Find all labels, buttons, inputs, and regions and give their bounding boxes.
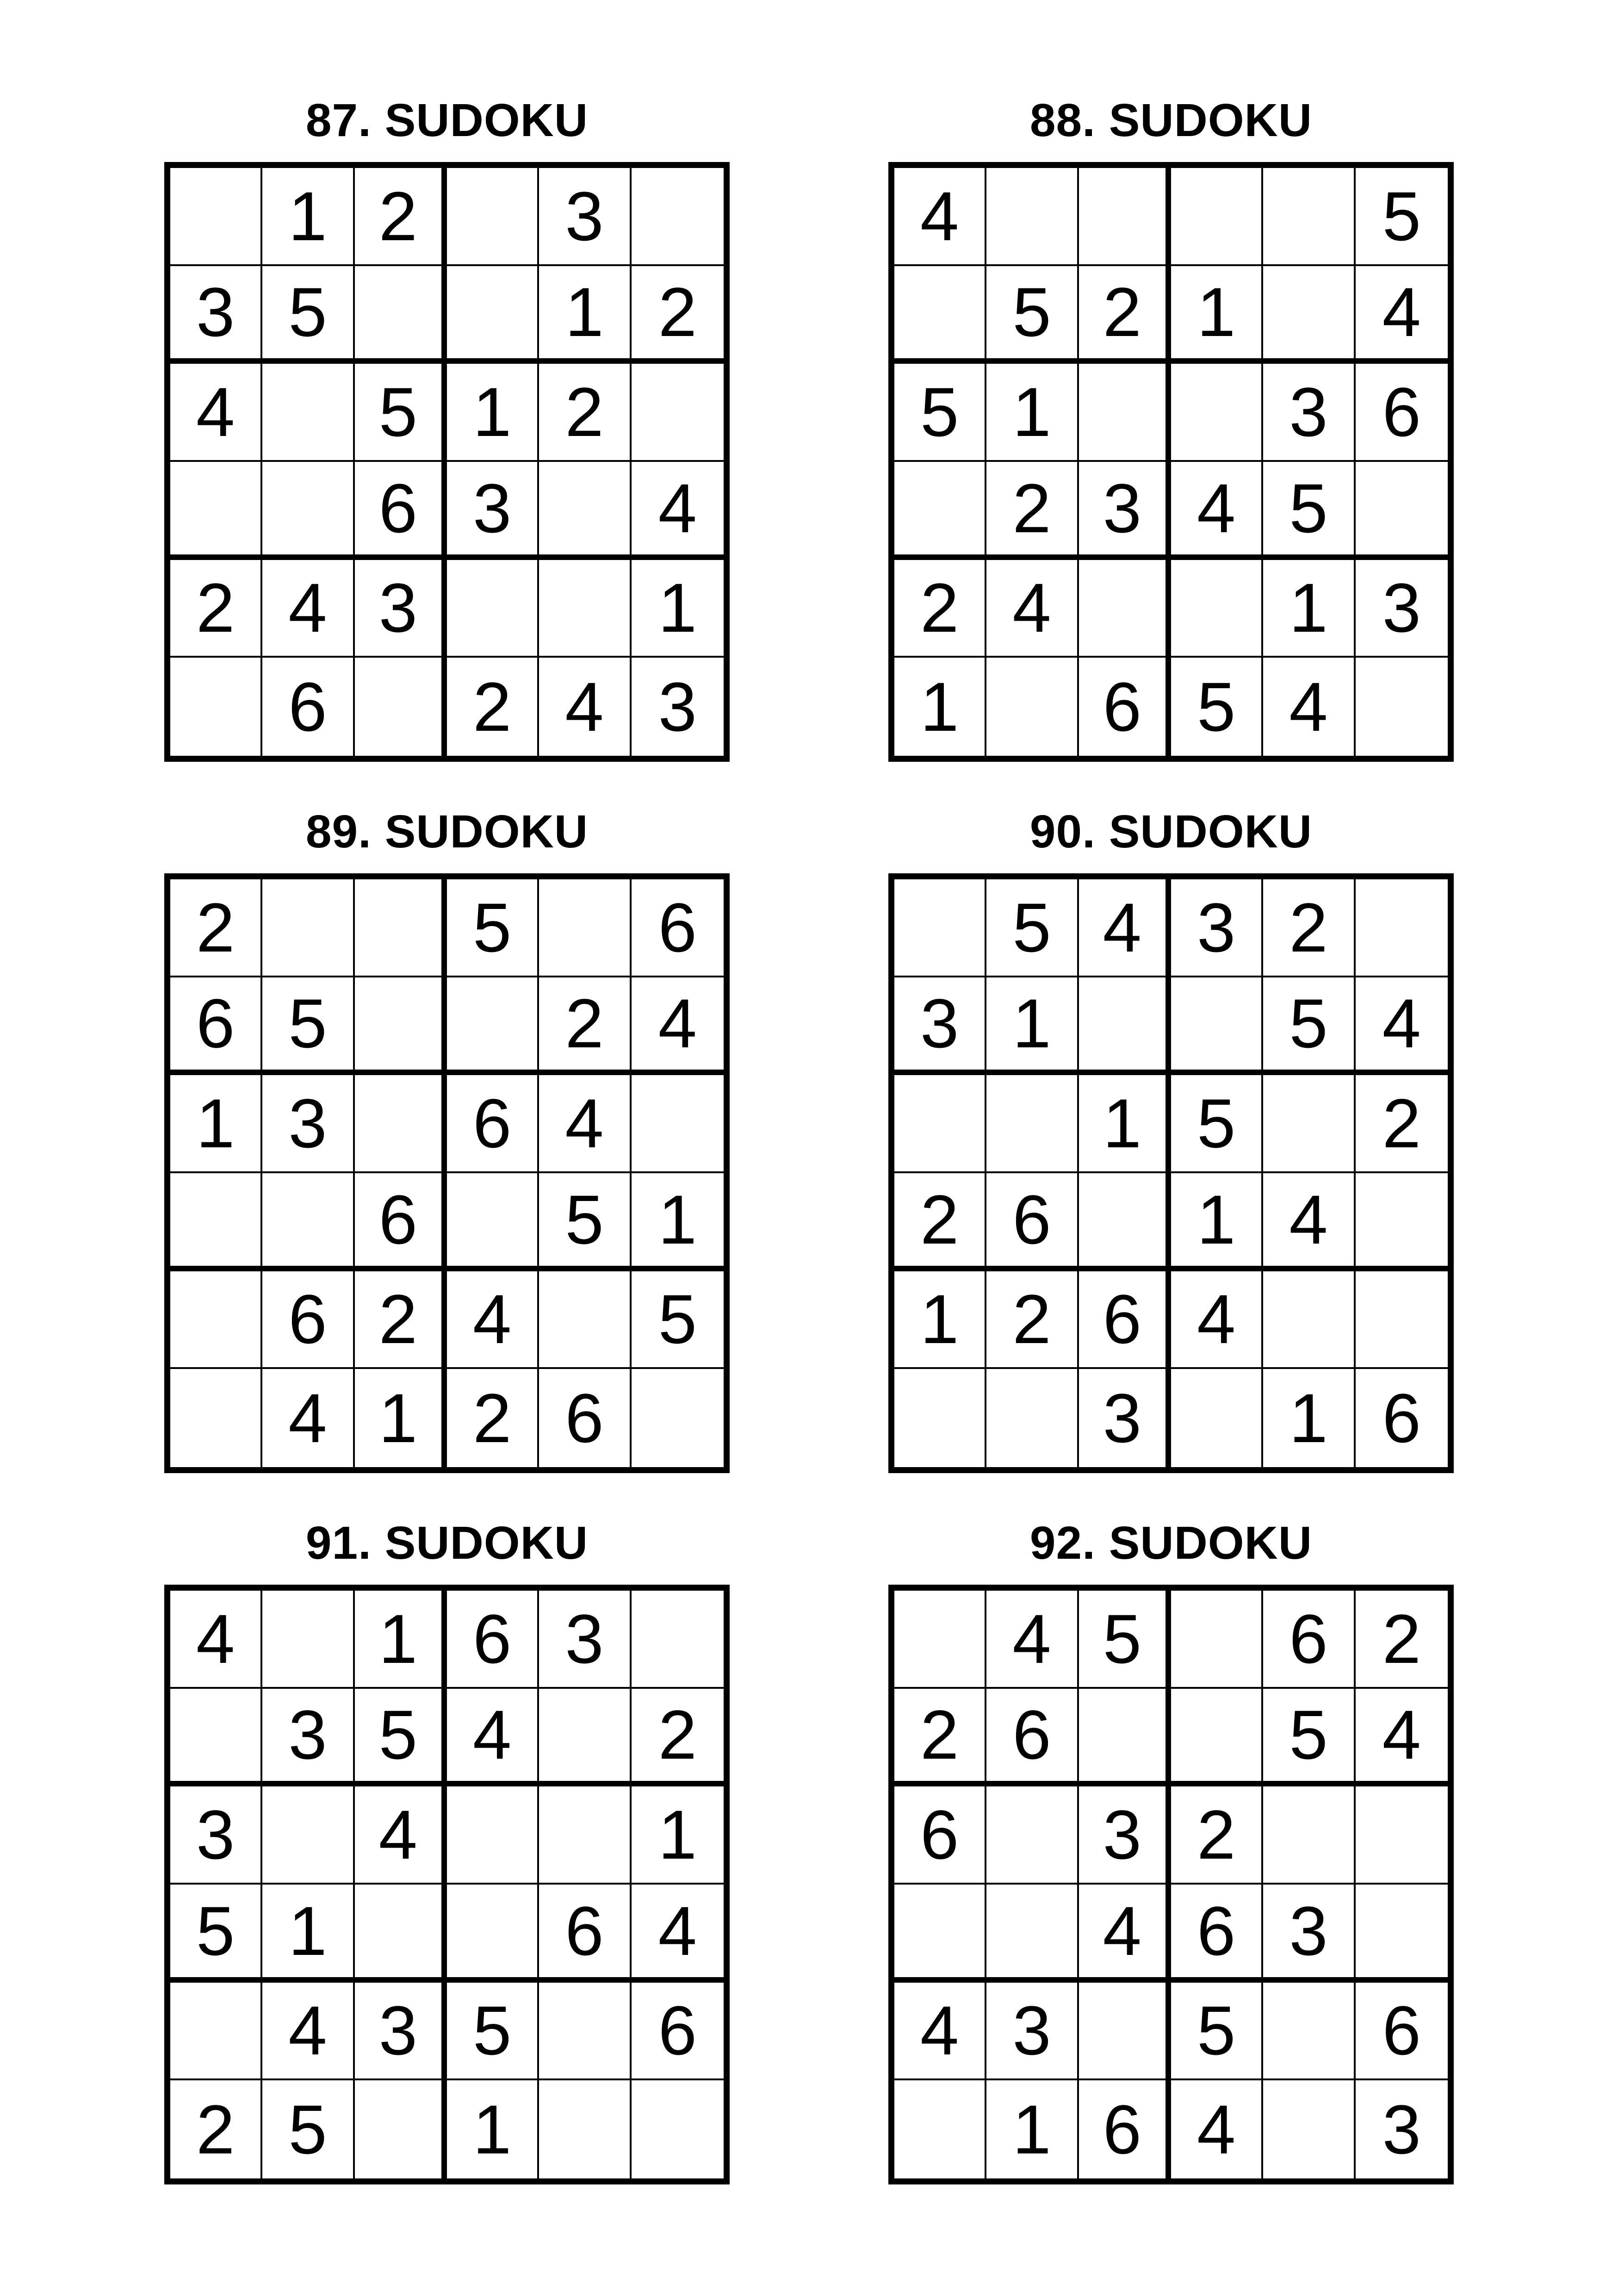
sudoku-cell [447,168,539,266]
sudoku-cell [894,879,986,977]
sudoku-cell: 1 [986,2080,1079,2178]
sudoku-cell [447,1173,539,1271]
sudoku-cell [1263,1983,1355,2081]
sudoku-cell: 4 [539,1075,631,1173]
sudoku-cell [632,1591,724,1689]
sudoku-cell: 2 [355,168,447,266]
sudoku-cell: 3 [170,1786,262,1885]
sudoku-cell: 3 [447,462,539,560]
sudoku-cell [894,2080,986,2178]
sudoku-grid [888,1585,1454,2184]
sudoku-cell: 1 [894,658,986,756]
sudoku-cell: 6 [894,1786,986,1885]
sudoku-cell: 6 [986,1173,1079,1271]
sudoku-cell: 4 [1263,1173,1355,1271]
sudoku-grid [888,162,1454,762]
sudoku-cell: 6 [447,1075,539,1173]
sudoku-cell: 4 [447,1271,539,1369]
sudoku-cell: 2 [1356,1075,1448,1173]
sudoku-cell: 6 [986,1689,1079,1787]
sudoku-cell: 3 [262,1075,354,1173]
sudoku-cell: 5 [262,2080,354,2178]
sudoku-cell: 2 [1171,1786,1263,1885]
sudoku-cell: 3 [1171,879,1263,977]
sudoku-cell: 5 [894,364,986,462]
sudoku-cell: 6 [355,462,447,560]
sudoku-grid [164,1585,730,2184]
sudoku-cell [355,2080,447,2178]
sudoku-cell: 3 [355,1983,447,2081]
sudoku-cell: 2 [1263,879,1355,977]
sudoku-grid [164,873,730,1473]
sudoku-cell [1171,977,1263,1076]
sudoku-cell: 5 [1356,168,1448,266]
sudoku-grid [888,873,1454,1473]
sudoku-cell: 1 [262,168,354,266]
sudoku-cell [262,1591,354,1689]
sudoku-cell: 1 [355,1591,447,1689]
sudoku-cell [170,1271,262,1369]
sudoku-grid [164,162,730,762]
sudoku-cell: 3 [539,1591,631,1689]
sudoku-cell [1263,168,1355,266]
sudoku-cell: 5 [1263,1689,1355,1787]
sudoku-cell [1171,168,1263,266]
sudoku-cell [539,1786,631,1885]
sudoku-cell: 4 [1171,2080,1263,2178]
sudoku-cell [894,1369,986,1467]
sudoku-cell: 4 [1356,977,1448,1076]
sudoku-cell: 2 [986,462,1079,560]
sudoku-cell: 4 [632,977,724,1076]
sudoku-cell: 1 [632,1786,724,1885]
sudoku-cell [1079,560,1171,658]
sudoku-cell [355,1075,447,1173]
sudoku-cell: 1 [262,1885,354,1983]
sudoku-cell: 6 [539,1885,631,1983]
sudoku-cell [1263,266,1355,364]
sudoku-cell [262,462,354,560]
sudoku-cell: 3 [355,560,447,658]
sudoku-cell: 2 [170,879,262,977]
sudoku-cell: 6 [170,977,262,1076]
sudoku-cell: 6 [632,1983,724,2081]
sudoku-cell: 4 [1356,1689,1448,1787]
sudoku-cell: 4 [894,1983,986,2081]
sudoku-cell: 6 [1263,1591,1355,1689]
sudoku-cell: 2 [632,1689,724,1787]
sudoku-cell [1356,658,1448,756]
sudoku-cell: 5 [539,1173,631,1271]
sudoku-cell [1171,364,1263,462]
sudoku-cell [1356,462,1448,560]
sudoku-cell: 2 [170,560,262,658]
sudoku-cell: 2 [986,1271,1079,1369]
sudoku-cell [170,658,262,756]
sudoku-cell [1263,1075,1355,1173]
sudoku-cell: 6 [539,1369,631,1467]
sudoku-cell: 6 [1356,364,1448,462]
sudoku-cell: 3 [894,977,986,1076]
sudoku-cell: 5 [262,977,354,1076]
sudoku-cell: 1 [986,364,1079,462]
sudoku-cell [1263,1271,1355,1369]
sudoku-cell: 3 [539,168,631,266]
sudoku-cell [539,879,631,977]
sudoku-cell [1263,2080,1355,2178]
sudoku-cell [539,462,631,560]
sudoku-cell [447,977,539,1076]
sudoku-cell: 4 [632,462,724,560]
sudoku-cell [986,1786,1079,1885]
sudoku-cell: 4 [262,560,354,658]
sudoku-cell [355,658,447,756]
sudoku-cell: 1 [447,2080,539,2178]
sudoku-cell: 4 [262,1369,354,1467]
sudoku-cell: 5 [355,364,447,462]
sudoku-cell: 4 [355,1786,447,1885]
sudoku-cell [447,1786,539,1885]
sudoku-cell [170,168,262,266]
sudoku-cell: 1 [539,266,631,364]
sudoku-cell: 5 [1171,1075,1263,1173]
sudoku-cell [894,1885,986,1983]
puzzle-title: 87. SUDOKU [305,94,589,146]
sudoku-cell: 3 [1263,1885,1355,1983]
sudoku-cell: 1 [894,1271,986,1369]
sudoku-cell [1356,1271,1448,1369]
sudoku-cell: 1 [632,560,724,658]
sudoku-cell [986,168,1079,266]
sudoku-cell: 2 [447,1369,539,1467]
sudoku-cell: 4 [170,364,262,462]
puzzle-title: 90. SUDOKU [1029,806,1313,858]
sudoku-cell: 2 [1079,266,1171,364]
sudoku-cell: 6 [1356,1983,1448,2081]
sudoku-cell: 3 [1356,560,1448,658]
sudoku-cell: 5 [1079,1591,1171,1689]
sudoku-cell [1356,1173,1448,1271]
sudoku-cell [170,462,262,560]
sudoku-cell: 5 [1171,658,1263,756]
sudoku-cell [355,1885,447,1983]
sudoku-cell: 1 [1171,266,1263,364]
sudoku-cell [355,879,447,977]
sudoku-cell [986,1075,1079,1173]
sudoku-cell [1079,1983,1171,2081]
sudoku-cell [262,364,354,462]
sudoku-cell: 4 [894,168,986,266]
sudoku-cell: 4 [632,1885,724,1983]
sudoku-cell: 5 [447,1983,539,2081]
sudoku-cell [170,1983,262,2081]
sudoku-cell: 4 [1263,658,1355,756]
sudoku-cell [539,1271,631,1369]
sudoku-cell: 5 [986,266,1079,364]
sudoku-cell [170,1369,262,1467]
sudoku-cell: 4 [170,1591,262,1689]
sudoku-cell [1171,1591,1263,1689]
sudoku-cell [894,1075,986,1173]
sudoku-cell [632,2080,724,2178]
puzzle-title: 92. SUDOKU [1029,1517,1313,1569]
sudoku-cell: 2 [539,977,631,1076]
sudoku-cell: 1 [632,1173,724,1271]
sudoku-cell: 3 [170,266,262,364]
sudoku-cell: 4 [447,1689,539,1787]
sudoku-cell: 5 [170,1885,262,1983]
sudoku-cell [986,1885,1079,1983]
sudoku-cell: 5 [632,1271,724,1369]
sudoku-cell: 2 [539,364,631,462]
sudoku-cell [447,1885,539,1983]
sudoku-cell [894,1591,986,1689]
sudoku-cell: 3 [1263,364,1355,462]
sudoku-cell: 4 [1171,462,1263,560]
sudoku-cell: 4 [1079,1885,1171,1983]
sudoku-cell [894,462,986,560]
sudoku-cell [1079,1173,1171,1271]
sudoku-cell: 5 [447,879,539,977]
sudoku-cell: 6 [355,1173,447,1271]
sudoku-cell [986,1369,1079,1467]
sudoku-cell [1263,1786,1355,1885]
sudoku-cell [894,266,986,364]
sudoku-cell: 1 [1079,1075,1171,1173]
sudoku-cell: 5 [1263,977,1355,1076]
sudoku-cell [1356,1786,1448,1885]
sudoku-cell: 2 [447,658,539,756]
sudoku-cell [447,560,539,658]
sudoku-cell [539,1689,631,1787]
sudoku-cell [986,658,1079,756]
sudoku-cell [632,1369,724,1467]
sudoku-cell [1171,560,1263,658]
sudoku-cell: 5 [262,266,354,364]
sudoku-cell: 6 [1079,658,1171,756]
sudoku-cell: 5 [986,879,1079,977]
sudoku-cell [447,266,539,364]
sudoku-cell: 3 [1079,462,1171,560]
sudoku-cell: 3 [262,1689,354,1787]
sudoku-cell: 4 [1356,266,1448,364]
sudoku-cell [539,1983,631,2081]
sudoku-cell: 1 [986,977,1079,1076]
sudoku-cell: 6 [1079,2080,1171,2178]
sudoku-cell [632,1075,724,1173]
sudoku-cell: 2 [355,1271,447,1369]
sudoku-cell: 3 [1079,1369,1171,1467]
sudoku-cell: 2 [1356,1591,1448,1689]
sudoku-cell [170,1689,262,1787]
sudoku-cell: 5 [1171,1983,1263,2081]
sudoku-cell: 2 [894,560,986,658]
sudoku-cell: 4 [539,658,631,756]
sudoku-cell [170,1173,262,1271]
sudoku-cell: 5 [355,1689,447,1787]
puzzle-title: 89. SUDOKU [305,806,589,858]
sudoku-cell: 3 [986,1983,1079,2081]
sudoku-cell: 2 [894,1689,986,1787]
sudoku-cell: 6 [632,879,724,977]
sudoku-cell [262,879,354,977]
sudoku-cell: 6 [447,1591,539,1689]
sudoku-cell: 1 [1171,1173,1263,1271]
sudoku-cell [1079,168,1171,266]
sudoku-cell: 6 [1171,1885,1263,1983]
sudoku-cell: 5 [1263,462,1355,560]
sudoku-cell: 4 [986,560,1079,658]
sudoku-cell: 2 [632,266,724,364]
sudoku-cell: 6 [262,658,354,756]
sudoku-cell [262,1786,354,1885]
sudoku-cell [1171,1689,1263,1787]
sudoku-cell: 6 [262,1271,354,1369]
sudoku-cell [539,2080,631,2178]
sudoku-cell [1079,1689,1171,1787]
sudoku-cell: 4 [1079,879,1171,977]
sudoku-cell [632,168,724,266]
sudoku-cell [1171,1369,1263,1467]
sudoku-cell: 1 [447,364,539,462]
sudoku-cell: 6 [1079,1271,1171,1369]
sudoku-cell [1079,364,1171,462]
sudoku-cell [262,1173,354,1271]
sudoku-cell [1356,1885,1448,1983]
sudoku-cell: 3 [1079,1786,1171,1885]
sudoku-cell: 4 [1171,1271,1263,1369]
sudoku-cell [355,977,447,1076]
sudoku-cell: 1 [355,1369,447,1467]
sudoku-cell: 4 [986,1591,1079,1689]
sudoku-cell: 2 [894,1173,986,1271]
puzzle-title: 91. SUDOKU [305,1517,589,1569]
sudoku-cell [355,266,447,364]
sudoku-cell: 3 [1382,2091,1421,2169]
sudoku-cell: 1 [170,1075,262,1173]
sudoku-cell: 1 [1263,1369,1355,1467]
sudoku-cell: 4 [262,1983,354,2081]
sudoku-cell: 3 [658,668,697,746]
sudoku-cell [632,364,724,462]
puzzle-title: 88. SUDOKU [1029,94,1313,146]
sudoku-cell: 2 [170,2080,262,2178]
sudoku-cell [1079,977,1171,1076]
sudoku-cell [1356,879,1448,977]
sudoku-cell: 1 [1263,560,1355,658]
sudoku-cell [539,560,631,658]
sudoku-cell: 6 [1382,1379,1421,1457]
